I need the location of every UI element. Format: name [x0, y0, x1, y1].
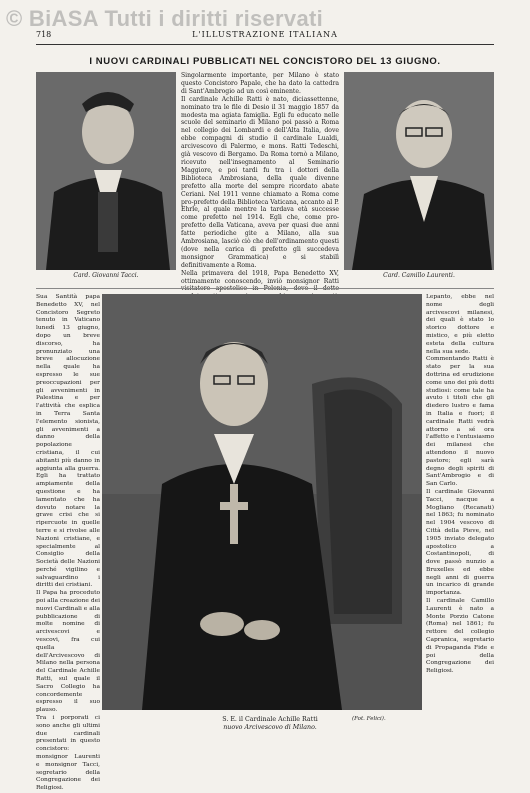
- caption-ratti: [160, 716, 380, 732]
- caption-laurenti: Card. Camillo Laurenti.: [383, 272, 455, 279]
- right-paragraph: Commentando Ratti è stato per la sua dottrina ed erudizione come uno dei più dotti studiosi: come tale ha avuto i titoli che gli diedero lustro e fama in Italia e fuori; il cardinale Ratti vedrà attorno a sé ora l'affetto e l'entusiasmo dei milanesi che attendono il nuovo pastore; egli sarà degno degli spiriti di Sant'Ambrogio e di San Carlo.: [426, 356, 494, 488]
- portrait-ratti: [102, 294, 422, 710]
- right-paragraph: Lepanto, ebbe nel nome degli arcivescovi milanesi, dei quali è stato lo storico dottore e mistico, e più eletto esteta della cultura nella sua sede.: [426, 294, 494, 355]
- watermark: © BiASA Tutti i diritti riservati: [6, 6, 324, 31]
- portrait-laurenti-image: [344, 72, 494, 270]
- center-paragraph: Il cardinale Achille Ratti è nato, diciassettenne, nominato tra le file di Desio il 31 maggio 1857 da modesta ma agiata famiglia. Egli fu educato nelle scuole del seminario di Milano poi passò a Roma nel collegio dei Lombardi e dell'Alta Italia, dove ebbe compagni di studio il cardinale Lualdi, arcivescovo di Palermo, e mons. Ratti Tedeschi, già vescovo di Bergamo. Da Roma tornò a Milano, ricevuto nell'insegnamento al Seminario Maggiore, e poi tardi fu tra i dottori della Biblioteca Ambrosiana, della quale divenne prefetto alla morte del sempre ricordato abate Ceriani. Nel 1911 venne chiamato a Roma come pro-prefetto della Biblioteca Vaticana, accanto al P. Ehrle, al quale mentre la tardava età successe come prefetto nel 1914. Egli che, come pro-prefetto della Vaticana, aveva per quasi due anni fatte periodiche gite a Milano, alla sua Ambrosiana, lasciò ciò che dell'ordinamento questi (dove nella carica di prefetto gli succedeva monsignor Grammatica) e si stabilì definitivamente a Roma.: [181, 95, 339, 269]
- header-rule: [36, 44, 494, 45]
- portrait-ratti-image: [102, 294, 422, 710]
- left-paragraph: Sua Santità papa Benedetto XV, nel Concistoro Segreto tenuto in Vaticano lunedì 13 giugno, dopo un breve discorso, ha pronunziato una breve allocuzione nella quale ha espresso le sue preoccupazioni per gli avvenimenti in Palestina e per l'attività che esplica in Terra Santa l'elemento sionista, gli avvenimenti a danno della popolazione cristiana, il cui abitanti più danno in aggiunta alla guerra. Egli ha trattato ampiamente della questione e ha lamentato che ha dovuto notare la grave crisi che si ripercuote in quelle terre e si rivolse alle Nazioni cristiane, e specialmente al Consiglio della Società delle Nazioni perché vigilino e salvaguardino i diritti dei cristiani.: [36, 294, 100, 589]
- portrait-laurenti: [344, 72, 494, 270]
- caption-ratti-line1: S. E. il Cardinale Achille Ratti: [222, 716, 318, 723]
- caption-ratti-line2: nuovo Arcivescovo di Milano.: [223, 724, 317, 731]
- caption-tacci: Card. Giovanni Tacci.: [73, 272, 139, 279]
- left-text-column: [36, 294, 100, 792]
- center-text-column: [181, 72, 339, 284]
- center-paragraph: Nella primavera del 1918, Papa Benedetto XV, ottimamente conoscendo, inviò monsignor Ratti: [181, 269, 339, 285]
- mid-rule: [36, 288, 494, 289]
- magazine-title: L'ILLUSTRAZIONE ITALIANA: [192, 30, 338, 39]
- page-header: [36, 30, 494, 42]
- page-title: I NUOVI CARDINALI PUBBLICATI NEL CONCISTORO DEL 13 GIUGNO.: [89, 56, 441, 67]
- portrait-tacci-image: [36, 72, 176, 270]
- right-paragraph: Il cardinale Camillo Laurenti è nato a Monte Porzio Catone (Roma) nel 1861; fu rettore del collegio Capranica, segretario di Propaganda Fide e poi della Congregazione dei Religiosi.: [426, 598, 494, 675]
- portrait-tacci: [36, 72, 176, 270]
- left-paragraph: Il Papa ha proceduto poi alla creazione dei nuovi Cardinali e alla pubblicazione di molte nomine di arcivescovi e vescovi, fra cui quella dell'Arcivescovo di Milano nella persona del Cardinale Achille Ratti, sul quale il Sacro Collegio ha concordemente espresso il suo plauso.: [36, 590, 100, 714]
- center-paragraph: Singolarmente importante, per Milano è stato questo Concistoro Papale, che ha dato la cattedra di Sant'Ambrogio ad un così eminente.: [181, 72, 339, 95]
- right-paragraph: Il cardinale Giovanni Tacci, nacque a Mogliano (Recanati) nel 1863; fu nominato nel 1904 vescovo di Città della Pieve, nel 1905 inviato delegato apostolico a Costantinopoli, di dove passò nunzio a Bruxelles ed ebbe negli anni di guerra un incarico di grande importanza.: [426, 488, 494, 597]
- right-text-column: [426, 294, 494, 726]
- left-paragraph: Tra i porporati ci sono anche gli ultimi due cardinali presentati in questo concistoro: monsignor Laurenti e monsignor Tacci, segretario della Congregazione dei Religiosi.: [36, 715, 100, 792]
- page-number: 718: [36, 30, 52, 39]
- photo-credit: (Fot. Felici).: [352, 716, 386, 722]
